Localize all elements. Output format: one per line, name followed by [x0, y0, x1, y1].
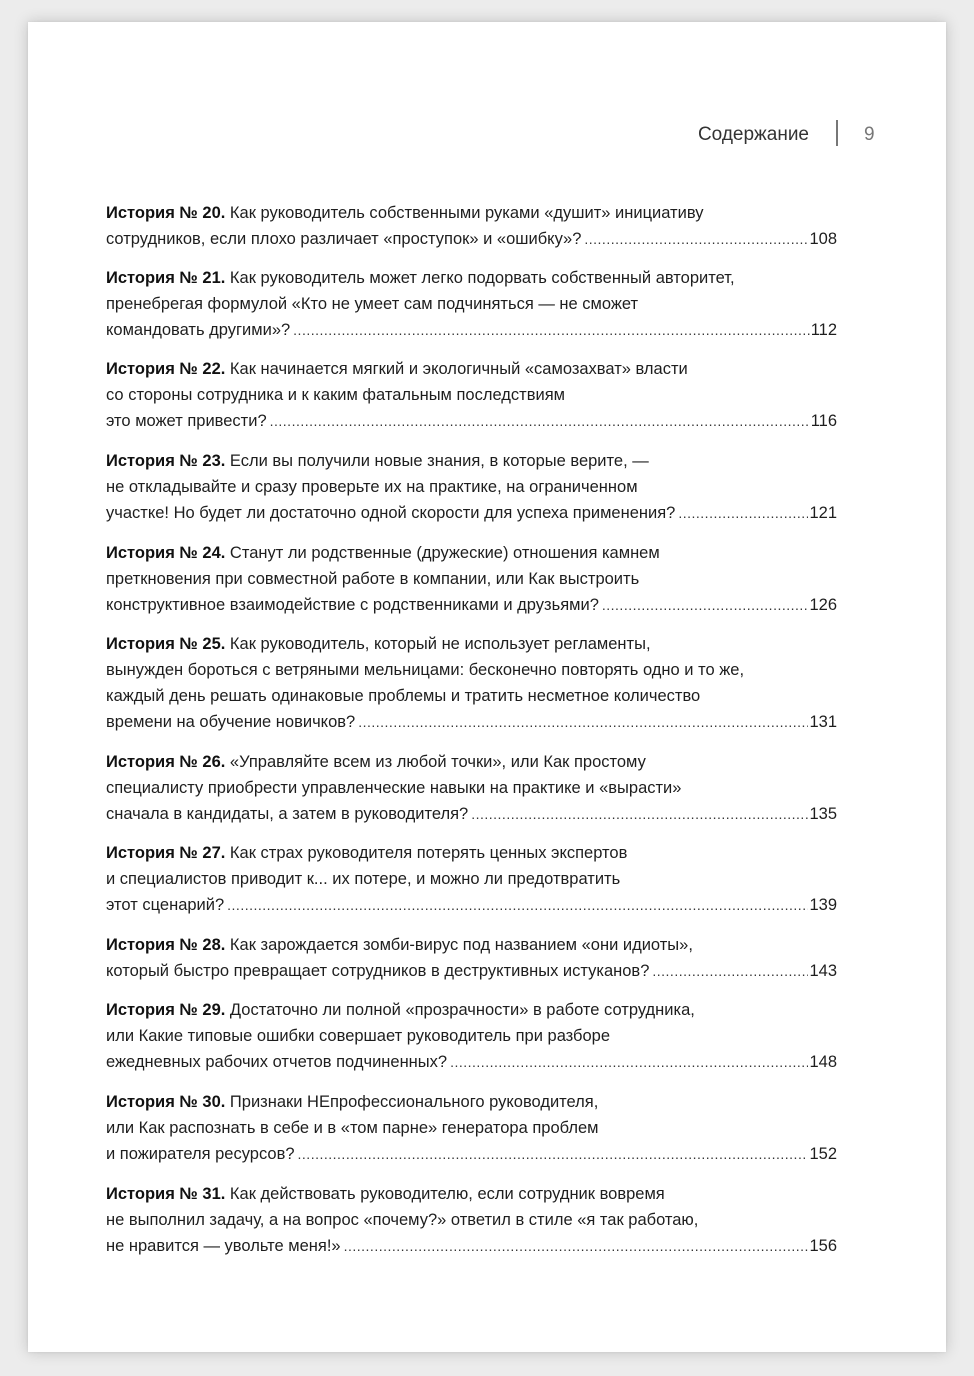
toc-entry-28 — [106, 932, 837, 984]
entry-label: История № 23. — [106, 452, 226, 470]
entry-text: Как руководитель собственными руками «душит» инициативу — [229, 204, 704, 222]
dot-leader — [584, 226, 808, 252]
entry-text: Признаки НЕпрофессионального руководителя, — [229, 1093, 599, 1111]
entry-text: Как руководитель, который не использует регламенты, — [229, 635, 651, 653]
entry-label: История № 28. — [106, 936, 226, 954]
toc-entry-29 — [106, 997, 837, 1075]
entry-text: или Какие типовые ошибки совершает руководитель при разборе — [106, 1027, 611, 1045]
running-head — [28, 122, 880, 148]
entry-text: это может привести? — [106, 412, 267, 430]
entry-text: пренебрегая формулой «Кто не умеет сам подчиняться — не сможет — [106, 295, 639, 313]
entry-text: командовать другими»? — [106, 321, 291, 339]
entry-text: специалисту приобрести управленческие навыки на практике и «вырасти» — [106, 779, 682, 797]
toc-entry-26 — [106, 749, 837, 827]
entry-text: конструктивное взаимодействие с родственниками и друзьями? — [106, 596, 599, 614]
toc-entry-30 — [106, 1089, 837, 1167]
entry-text: каждый день решать одинаковые проблемы и тратить несметное количество — [106, 687, 701, 705]
dot-leader — [602, 592, 809, 618]
entry-page-number: 152 — [809, 1145, 837, 1163]
entry-page-number: 143 — [809, 962, 837, 980]
entry-text: Как действовать руководителю, если сотрудник вовремя — [229, 1185, 665, 1203]
entry-label: История № 25. — [106, 635, 226, 653]
entry-page-number: 112 — [810, 321, 837, 339]
entry-text: этот сценарий? — [106, 896, 225, 914]
toc-entry-25 — [106, 631, 837, 735]
entry-text: сотрудников, если плохо различает «проступок» и «ошибку»? — [106, 230, 582, 248]
entry-text: времени на обучение новичков? — [106, 713, 356, 731]
entry-text: не выполнил задачу, а на вопрос «почему?» ответил в стиле «я так работаю, — [106, 1211, 699, 1229]
entry-text: участке! Но будет ли достаточно одной скорости для успеха применения? — [106, 504, 676, 522]
entry-text: или Как распознать в себе и в «том парне» генератора проблем — [106, 1119, 599, 1137]
dot-leader — [471, 801, 808, 827]
entry-text: Как руководитель может легко подорвать собственный авторитет, — [229, 269, 735, 287]
dot-leader — [344, 1233, 809, 1259]
dot-leader — [358, 709, 808, 735]
toc-entry-20 — [106, 200, 837, 252]
entry-page-number: 148 — [809, 1053, 837, 1071]
entry-page-number: 135 — [809, 805, 837, 823]
entry-text: и пожирателя ресурсов? — [106, 1145, 295, 1163]
toc-entry-31 — [106, 1181, 837, 1259]
entry-text: и специалистов приводит к... их потере, и можно ли предотвратить — [106, 870, 621, 888]
entry-text: ежедневных рабочих отчетов подчиненных? — [106, 1053, 448, 1071]
entry-page-number: 116 — [810, 412, 837, 430]
entry-page-number: 156 — [809, 1237, 837, 1255]
entry-label: История № 22. — [106, 360, 226, 378]
entry-page-number: 108 — [809, 230, 837, 248]
dot-leader — [270, 408, 810, 434]
dot-leader — [678, 500, 808, 526]
entry-text: Достаточно ли полной «прозрачности» в работе сотрудника, — [229, 1001, 695, 1019]
dot-leader — [298, 1141, 809, 1167]
entry-label: История № 26. — [106, 753, 226, 771]
entry-label: История № 29. — [106, 1001, 226, 1019]
entry-label: История № 21. — [106, 269, 226, 287]
entry-text: сначала в кандидаты, а затем в руководителя? — [106, 805, 469, 823]
toc-entry-21 — [106, 265, 837, 343]
entry-label: История № 30. — [106, 1093, 226, 1111]
toc-entry-24 — [106, 540, 837, 618]
dot-leader — [227, 892, 808, 918]
dot-leader — [293, 317, 810, 343]
dot-leader — [652, 958, 808, 984]
entry-text: преткновения при совместной работе в компании, или Как выстроить — [106, 570, 640, 588]
entry-text: не нравится — увольте меня!» — [106, 1237, 341, 1255]
book-page — [28, 22, 946, 1352]
toc-entry-27 — [106, 840, 837, 918]
entry-label: История № 24. — [106, 544, 226, 562]
header-separator — [836, 120, 838, 146]
entry-page-number: 131 — [809, 713, 837, 731]
toc-entry-23 — [106, 448, 837, 526]
toc-entry-22 — [106, 356, 837, 434]
entry-text: не откладывайте и сразу проверьте их на практике, на ограниченном — [106, 478, 638, 496]
entry-page-number: 139 — [809, 896, 837, 914]
entry-text: Если вы получили новые знания, в которые верите, — — [229, 452, 649, 470]
entry-text: который быстро превращает сотрудников в деструктивных истуканов? — [106, 962, 650, 980]
entry-text: «Управляйте всем из любой точки», или Как простому — [229, 753, 646, 771]
entry-label: История № 31. — [106, 1185, 226, 1203]
entry-text: Станут ли родственные (дружеские) отношения камнем — [229, 544, 660, 562]
entry-label: История № 27. — [106, 844, 226, 862]
page-number: 9 — [864, 124, 875, 145]
entry-page-number: 121 — [809, 504, 837, 522]
entry-text: Как зарождается зомби-вирус под названием «они идиоты», — [229, 936, 693, 954]
section-title: Содержание — [697, 124, 809, 145]
entry-text: Как начинается мягкий и экологичный «самозахват» власти — [229, 360, 688, 378]
entry-label: История № 20. — [106, 204, 226, 222]
dot-leader — [450, 1049, 808, 1075]
entry-text: Как страх руководителя потерять ценных экспертов — [229, 844, 628, 862]
entry-text: вынужден бороться с ветряными мельницами: бесконечно повторять одно и то же, — [106, 661, 745, 679]
entry-text: со стороны сотрудника и к каким фатальным последствиям — [106, 386, 565, 404]
entry-page-number: 126 — [809, 596, 837, 614]
